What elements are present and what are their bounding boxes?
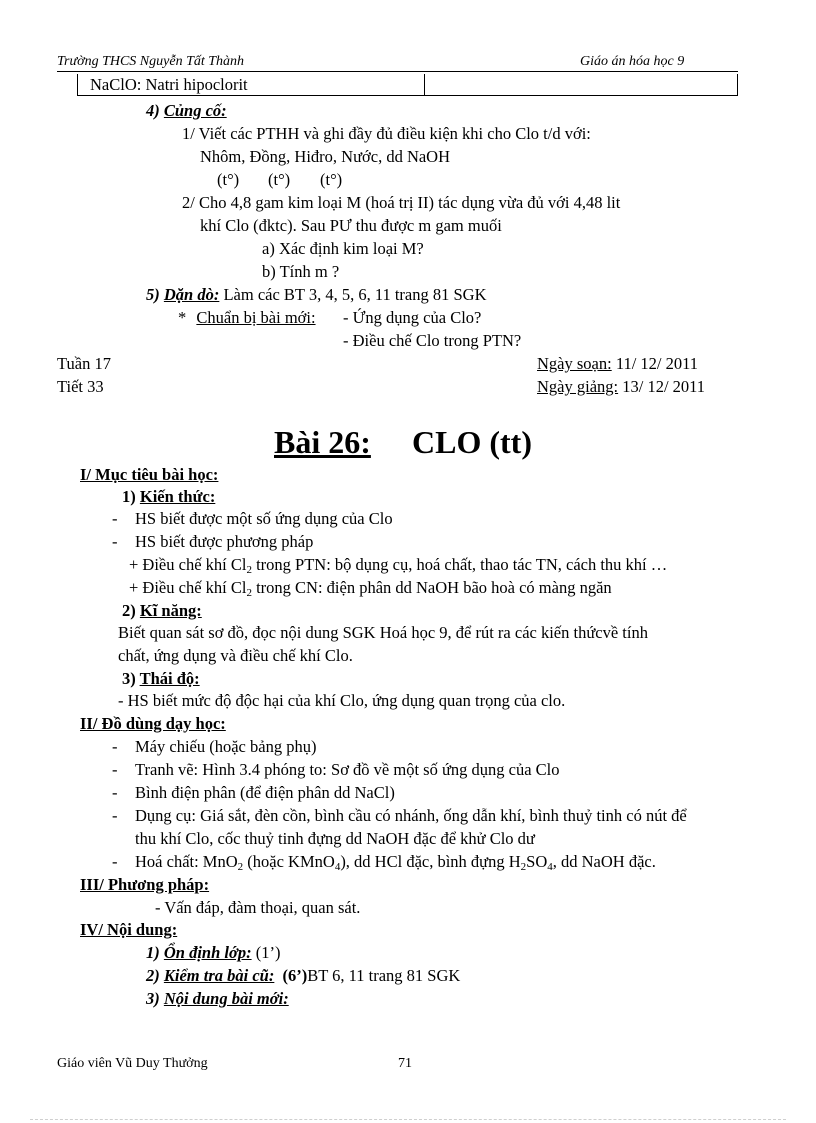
bullet-dash: -: [112, 783, 118, 802]
dan-do-number: 5): [146, 285, 160, 304]
teach-date-line: [537, 377, 705, 397]
content-step-2: [146, 966, 460, 986]
chem-text-a: Hoá chất: MnO: [135, 852, 238, 871]
exercise-1-temp-3: (t°): [320, 170, 343, 189]
prep-item-1: - Ứng dụng của Clo?: [343, 308, 482, 327]
content-step-1: [146, 943, 280, 963]
chem-sub-1: 2: [237, 861, 244, 873]
skills-heading: [122, 601, 202, 621]
chem-text-c: ), dd HCl đặc, bình đựng H: [340, 852, 521, 871]
knowledge-item-2a: [129, 555, 667, 575]
attitude-text: - HS biết mức độ độc hại của khí Clo, ứng dụng quan trọng của clo.: [118, 691, 566, 710]
section-3-title: III/ Phương pháp:: [80, 875, 210, 894]
knowledge-item-1: HS biết được một số ứng dụng của Clo: [135, 509, 393, 528]
step-2-text: BT 6, 11 trang 81 SGK: [307, 966, 461, 985]
step-1-title: Ổn định lớp:: [163, 943, 252, 962]
teach-date-label: Ngày giảng:: [537, 377, 619, 396]
k2b-rest: trong CN: điện phân dd NaOH bão hoà có màng ngăn: [251, 578, 612, 597]
dan-do-text: Làm các BT 3, 4, 5, 6, 11 trang 81 SGK: [223, 285, 487, 304]
equipment-item-4-line-2: thu khí Clo, cốc thuỷ tinh đựng dd NaOH đặc để khử Clo dư: [135, 829, 535, 848]
page-number: 71: [398, 1056, 412, 1071]
exercise-2-line-2: khí Clo (đktc). Sau PƯ thu được m gam muối: [200, 216, 502, 235]
bullet-dash: -: [112, 509, 118, 528]
section-4-title: IV/ Nội dung:: [80, 920, 178, 939]
chem-sub-2: 4: [334, 861, 341, 873]
week: Tuần 17: [57, 354, 111, 373]
step-1-number: 1): [146, 943, 160, 962]
step-3-number: 3): [146, 989, 160, 1008]
prep-title: Chuẩn bị bài mới:: [196, 308, 316, 327]
footer-teacher: Giáo viên Vũ Duy Thưởng: [57, 1056, 208, 1071]
knowledge-number: 1): [122, 487, 136, 506]
exercise-1-items: Nhôm, Đồng, Hiđro, Nước, dd NaOH: [200, 147, 451, 166]
cung-co-title: Củng cố:: [163, 101, 227, 120]
chem-sub-4: 4: [547, 861, 553, 873]
k2a-rest: trong PTN: bộ dụng cụ, hoá chất, thao tác TN, cách thu khí …: [251, 555, 668, 574]
section-2-title: II/ Đồ dùng dạy học:: [80, 714, 226, 733]
lesson-name: CLO (tt): [412, 424, 532, 460]
knowledge-heading: [122, 487, 215, 507]
lesson-number: Bài 26:: [274, 424, 371, 460]
exercise-2-part-a: a) Xác định kim loại M?: [262, 239, 424, 258]
step-2-title: Kiểm tra bài cũ:: [163, 966, 275, 985]
bullet-dash: -: [112, 852, 118, 871]
header-school: Trường THCS Nguyễn Tất Thành: [57, 54, 245, 69]
chem-text-b: (hoặc KMnO: [243, 852, 335, 871]
chem-text-d: SO: [526, 852, 548, 871]
table-cell-left: NaClO: Natri hipoclorit: [90, 75, 248, 94]
step-2-time: (6’): [282, 966, 308, 985]
equipment-item-2: Tranh vẽ: Hình 3.4 phóng to: Sơ đồ về một số ứng dụng của Clo: [135, 760, 560, 779]
header-subject: Giáo án hóa học 9: [580, 54, 685, 69]
dan-do-title: Dặn dò:: [163, 285, 220, 304]
k2a-text: + Điều chế khí Cl: [129, 555, 247, 574]
exercise-2-part-b: b) Tính m ?: [262, 262, 340, 281]
equipment-item-3: Bình điện phân (để điện phân dd NaCl): [135, 783, 395, 802]
method-text: - Vấn đáp, đàm thoại, quan sát.: [155, 898, 361, 917]
bullet-dash: -: [112, 532, 118, 551]
prep-star: *: [178, 308, 187, 327]
section-1-title: I/ Mục tiêu bài học:: [80, 465, 219, 484]
knowledge-title: Kiến thức:: [139, 487, 216, 506]
k2a-sub: 2: [246, 564, 252, 576]
prep-line: [178, 308, 316, 328]
knowledge-item-2b: [129, 578, 612, 598]
skills-title: Kĩ năng:: [139, 601, 202, 620]
k2b-text: + Điều chế khí Cl: [129, 578, 247, 597]
equipment-item-1: Máy chiếu (hoặc bảng phụ): [135, 737, 317, 756]
cung-co-number: 4): [146, 101, 160, 120]
page-edge-rule: [30, 1119, 786, 1120]
attitude-title: Thái độ:: [139, 669, 200, 688]
equipment-item-5: [135, 852, 656, 872]
step-1-text: (1’): [251, 943, 281, 962]
bullet-dash: -: [112, 806, 118, 825]
exercise-1-temp-2: (t°): [268, 170, 291, 189]
chem-sub-3: 2: [520, 861, 527, 873]
attitude-number: 3): [122, 669, 136, 688]
table-divider: [424, 74, 425, 96]
step-2-number: 2): [146, 966, 160, 985]
exercise-2-line-1: 2/ Cho 4,8 gam kim loại M (hoá trị II) tác dụng vừa đủ với 4,48 lit: [182, 193, 621, 212]
step-3-title: Nội dung bài mới:: [163, 989, 289, 1008]
cung-co-heading: [146, 101, 227, 121]
exercise-1-temp-1: (t°): [217, 170, 240, 189]
k2b-sub: 2: [246, 587, 252, 599]
skills-number: 2): [122, 601, 136, 620]
content-step-3: [146, 989, 289, 1009]
chem-text-e: , dd NaOH đặc.: [552, 852, 656, 871]
prep-date-label: Ngày soạn:: [537, 354, 612, 373]
equipment-item-4-line-1: Dụng cụ: Giá sắt, đèn cồn, bình cầu có nhánh, ống dẫn khí, bình thuỷ tinh có nút để: [135, 806, 687, 825]
exercise-1: 1/ Viết các PTHH và ghi đầy đủ điều kiện khi cho Clo t/d với:: [182, 124, 591, 143]
header-rule: [57, 71, 738, 72]
bullet-dash: -: [112, 760, 118, 779]
teach-date-value: 13/ 12/ 2011: [618, 377, 706, 396]
dan-do-line: [146, 285, 487, 305]
bullet-dash: -: [112, 737, 118, 756]
skills-line-1: Biết quan sát sơ đồ, đọc nội dung SGK Hoá học 9, để rút ra các kiến thứcvề tính: [118, 623, 648, 642]
prep-item-2: - Điều chế Clo trong PTN?: [343, 331, 522, 350]
prep-date-line: [537, 354, 698, 374]
attitude-heading: [122, 669, 200, 689]
period: Tiết 33: [57, 377, 104, 396]
prep-date-value: 11/ 12/ 2011: [611, 354, 699, 373]
skills-line-2: chất, ứng dụng và điều chế khí Clo.: [118, 646, 353, 665]
knowledge-item-2: HS biết được phương pháp: [135, 532, 314, 551]
